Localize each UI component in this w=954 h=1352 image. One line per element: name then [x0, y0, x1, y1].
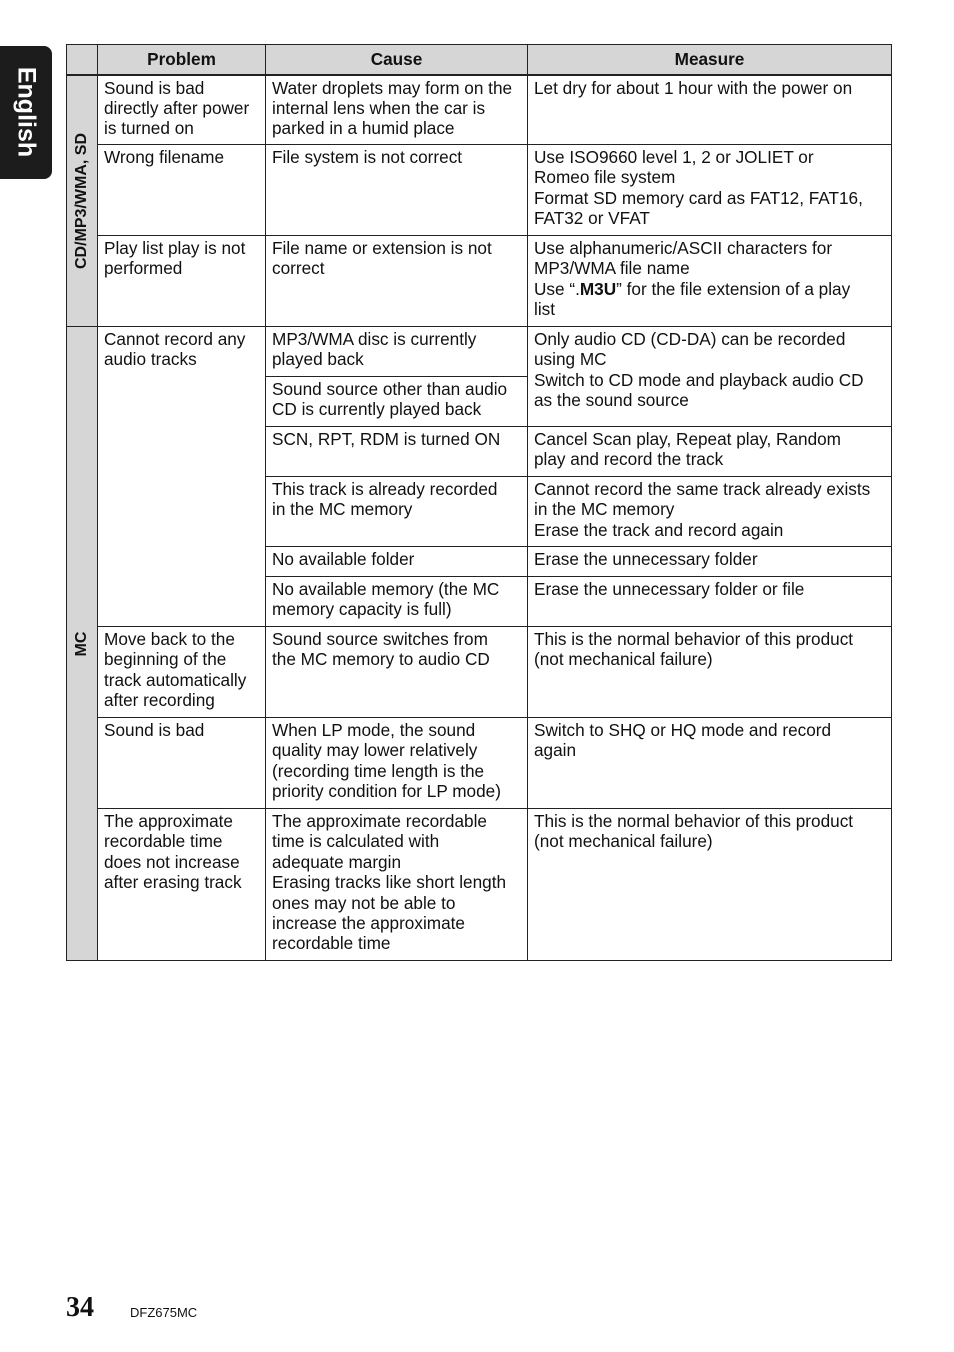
measure-text: Erase the track and record again	[534, 519, 784, 540]
group-label-cell	[67, 327, 98, 961]
m3u-extension: M3U	[579, 278, 617, 299]
cause-text: No available memory (the MC	[272, 579, 500, 599]
table-row	[67, 327, 892, 377]
measure-cell	[528, 547, 892, 577]
measure-cell	[528, 75, 892, 145]
problem-cell	[98, 75, 266, 145]
measure-cell	[528, 145, 892, 236]
cause-cell	[266, 577, 528, 627]
measure-text: Switch to CD mode and playback audio CD	[534, 369, 864, 390]
page-number: 34	[66, 1292, 94, 1323]
measure-cell	[528, 627, 892, 718]
measure-text: Switch to SHQ or HQ mode and record	[534, 720, 832, 740]
measure-text: Format SD memory card as FAT12, FAT16,	[534, 187, 863, 208]
problem-text: after erasing track	[104, 872, 242, 893]
problem-text: beginning of the	[104, 649, 227, 670]
problem-cell	[98, 327, 266, 627]
cause-cell	[266, 327, 528, 377]
language-tab-label: English	[12, 66, 41, 158]
problem-text: Cannot record any	[104, 329, 246, 349]
measure-text: in the MC memory	[534, 499, 675, 520]
cause-cell	[266, 547, 528, 577]
problem-cell	[98, 145, 266, 236]
problem-text: Wrong filename	[104, 147, 225, 167]
cause-text: quality may lower relatively	[272, 740, 478, 761]
group-label-cell	[67, 75, 98, 327]
measure-text: as the sound source	[534, 390, 689, 411]
measure-text: Erase the unnecessary folder	[534, 549, 758, 569]
cause-text: played back	[272, 349, 364, 370]
problem-text: performed	[104, 258, 183, 279]
measure-cell	[528, 577, 892, 627]
cause-text: Erasing tracks like short length	[272, 872, 507, 893]
measure-cell	[528, 477, 892, 547]
measure-cell	[528, 427, 892, 477]
table-row	[67, 809, 892, 961]
measure-cell	[528, 236, 892, 327]
measure-text-pre: Use “.	[534, 278, 580, 299]
table-header-row	[67, 45, 892, 75]
cause-text: MP3/WMA disc is currently	[272, 329, 477, 349]
measure-text: list	[534, 299, 556, 320]
model-number: DFZ675MC	[130, 1305, 198, 1320]
cause-text: Sound source switches from	[272, 629, 488, 649]
cause-text: memory capacity is full)	[272, 599, 452, 620]
cause-text: When LP mode, the sound	[272, 720, 476, 740]
measure-text	[534, 279, 885, 299]
measure-text: play and record the track	[534, 449, 724, 470]
cause-cell	[266, 75, 528, 145]
header-cause: Cause	[266, 45, 528, 75]
problem-cell	[98, 627, 266, 718]
cause-cell	[266, 718, 528, 809]
cause-text: This track is already recorded	[272, 479, 498, 499]
cause-text: priority condition for LP mode)	[272, 781, 501, 802]
language-tab	[0, 46, 52, 179]
cause-text: Water droplets may form on the	[272, 77, 513, 98]
problem-cell	[98, 718, 266, 809]
cause-cell	[266, 236, 528, 327]
measure-text: Cancel Scan play, Repeat play, Random	[534, 429, 841, 449]
problem-cell	[98, 809, 266, 961]
cause-text: Sound source other than audio	[272, 379, 508, 399]
cause-text: SCN, RPT, RDM is turned ON	[272, 429, 501, 449]
measure-cell	[528, 327, 892, 427]
problem-text: directly after power	[104, 97, 250, 118]
problem-text: Sound is bad	[104, 720, 205, 740]
measure-text: This is the normal behavior of this product	[534, 629, 854, 649]
table-row	[67, 75, 892, 145]
cause-text: in the MC memory	[272, 499, 413, 520]
measure-text: Use alphanumeric/ASCII characters for	[534, 238, 833, 258]
problem-text: The approximate	[104, 811, 233, 831]
measure-text: Only audio CD (CD-DA) can be recorded	[534, 329, 846, 349]
table-row	[67, 718, 892, 809]
cause-text: internal lens when the car is	[272, 97, 486, 118]
problem-text: Play list play is not	[104, 238, 246, 258]
measure-text: Romeo file system	[534, 167, 676, 188]
measure-text: This is the normal behavior of this product	[534, 811, 854, 831]
measure-text-post: ” for the file extension of a play	[616, 278, 851, 299]
cause-text: increase the approximate	[272, 913, 465, 934]
measure-text: Use ISO9660 level 1, 2 or JOLIET or	[534, 147, 814, 167]
measure-text: Erase the unnecessary folder or file	[534, 579, 805, 599]
table-row	[67, 627, 892, 718]
cause-cell	[266, 627, 528, 718]
cause-text: The approximate recordable	[272, 811, 487, 831]
measure-text: Cannot record the same track already exists	[534, 479, 871, 499]
cause-text: File system is not correct	[272, 147, 463, 167]
cause-text: (recording time length is the	[272, 760, 485, 781]
cause-cell	[266, 809, 528, 961]
problem-text: recordable time	[104, 831, 223, 852]
header-measure: Measure	[528, 45, 892, 75]
cause-text: ones may not be able to	[272, 892, 456, 913]
table-row	[67, 236, 892, 327]
measure-text: (not mechanical failure)	[534, 649, 713, 670]
measure-cell	[528, 809, 892, 961]
measure-text: Let dry for about 1 hour with the power on	[534, 77, 853, 98]
measure-text: (not mechanical failure)	[534, 831, 713, 852]
problem-text: Sound is bad	[104, 77, 205, 98]
problem-text: is turned on	[104, 118, 194, 139]
header-problem: Problem	[98, 45, 266, 75]
cause-text: time is calculated with	[272, 831, 440, 852]
cause-text: recordable time	[272, 933, 391, 954]
problem-text: track automatically	[104, 669, 247, 690]
cause-cell	[266, 477, 528, 547]
measure-text: MP3/WMA file name	[534, 258, 690, 279]
cause-cell	[266, 427, 528, 477]
cause-text: No available folder	[272, 549, 415, 569]
measure-cell	[528, 718, 892, 809]
cause-cell	[266, 145, 528, 236]
measure-text: again	[534, 740, 577, 761]
problem-text: does not increase	[104, 851, 240, 872]
group-label: MC	[72, 631, 90, 656]
cause-text: correct	[272, 258, 325, 279]
cause-text: the MC memory to audio CD	[272, 649, 490, 670]
problem-text: Move back to the	[104, 629, 235, 649]
measure-text: using MC	[534, 349, 607, 370]
cause-text: CD is currently played back	[272, 399, 482, 420]
group-label: CD/MP3/WMA, SD	[72, 132, 90, 269]
cause-text: parked in a humid place	[272, 118, 455, 139]
header-corner	[67, 45, 98, 75]
troubleshooting-table	[66, 44, 892, 961]
cause-text: adequate margin	[272, 851, 401, 872]
problem-cell	[98, 236, 266, 327]
cause-cell	[266, 377, 528, 427]
measure-text: FAT32 or VFAT	[534, 208, 650, 229]
problem-text: after recording	[104, 690, 215, 711]
problem-text: audio tracks	[104, 349, 197, 370]
table-row	[67, 145, 892, 236]
cause-text: File name or extension is not	[272, 238, 492, 258]
